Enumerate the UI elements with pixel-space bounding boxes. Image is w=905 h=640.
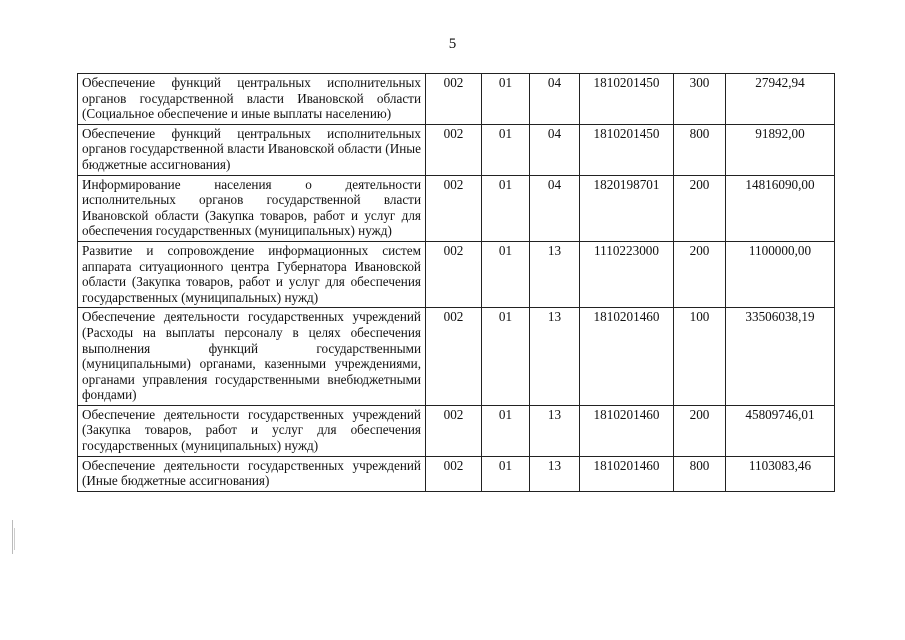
target-article-cell: 1810201460 — [580, 456, 674, 491]
row-name-cell: Обеспечение деятельности государственных учреждений (Расходы на выплаты персоналу в целях обеспечения выполнения функций государственными (муниципальными) органами, казенными учреждениями, органами управления государственными внебюджетными фондами) — [78, 308, 426, 406]
amount-cell: 1100000,00 — [726, 241, 835, 307]
table-row — [78, 405, 835, 456]
expense-type-cell: 200 — [674, 175, 726, 241]
section-code-cell: 01 — [482, 308, 530, 406]
table-row — [78, 456, 835, 491]
subsection-code-cell: 04 — [530, 74, 580, 125]
subsection-code-cell: 04 — [530, 175, 580, 241]
expense-type-cell: 200 — [674, 405, 726, 456]
ministry-code-cell: 002 — [426, 241, 482, 307]
margin-mark — [14, 528, 15, 550]
section-code-cell: 01 — [482, 74, 530, 125]
ministry-code-cell: 002 — [426, 405, 482, 456]
section-code-cell: 01 — [482, 241, 530, 307]
section-code-cell: 01 — [482, 175, 530, 241]
row-name-cell: Обеспечение функций центральных исполнительных органов государственной власти Ивановской области (Социальное обеспечение и иные выплаты населению) — [78, 74, 426, 125]
amount-cell: 45809746,01 — [726, 405, 835, 456]
target-article-cell: 1810201460 — [580, 308, 674, 406]
amount-cell: 91892,00 — [726, 124, 835, 175]
row-name-cell: Обеспечение деятельности государственных учреждений (Иные бюджетные ассигнования) — [78, 456, 426, 491]
target-article-cell: 1810201450 — [580, 74, 674, 125]
table-row — [78, 241, 835, 307]
expense-type-cell: 800 — [674, 124, 726, 175]
ministry-code-cell: 002 — [426, 175, 482, 241]
target-article-cell: 1110223000 — [580, 241, 674, 307]
row-name-cell: Обеспечение деятельности государственных учреждений (Закупка товаров, работ и услуг для обеспечения государственных (муниципальных) нужд) — [78, 405, 426, 456]
ministry-code-cell: 002 — [426, 456, 482, 491]
section-code-cell: 01 — [482, 456, 530, 491]
subsection-code-cell: 04 — [530, 124, 580, 175]
subsection-code-cell: 13 — [530, 456, 580, 491]
target-article-cell: 1820198701 — [580, 175, 674, 241]
amount-cell: 33506038,19 — [726, 308, 835, 406]
target-article-cell: 1810201450 — [580, 124, 674, 175]
subsection-code-cell: 13 — [530, 241, 580, 307]
table-row — [78, 124, 835, 175]
budget-table — [77, 73, 835, 492]
row-name-cell: Обеспечение функций центральных исполнительных органов государственной власти Ивановской области (Иные бюджетные ассигнования) — [78, 124, 426, 175]
target-article-cell: 1810201460 — [580, 405, 674, 456]
page-number: 5 — [448, 36, 457, 52]
expense-type-cell: 300 — [674, 74, 726, 125]
table-row — [78, 175, 835, 241]
expense-type-cell: 100 — [674, 308, 726, 406]
ministry-code-cell: 002 — [426, 124, 482, 175]
subsection-code-cell: 13 — [530, 308, 580, 406]
expense-type-cell: 200 — [674, 241, 726, 307]
expense-type-cell: 800 — [674, 456, 726, 491]
section-code-cell: 01 — [482, 405, 530, 456]
section-code-cell: 01 — [482, 124, 530, 175]
ministry-code-cell: 002 — [426, 308, 482, 406]
amount-cell: 14816090,00 — [726, 175, 835, 241]
row-name-cell: Развитие и сопровождение информационных систем аппарата ситуационного центра Губернатора Ивановской области (Закупка товаров, работ и услуг для обеспечения государственных (муниципальных) нужд) — [78, 241, 426, 307]
subsection-code-cell: 13 — [530, 405, 580, 456]
table-row — [78, 308, 835, 406]
amount-cell: 27942,94 — [726, 74, 835, 125]
amount-cell: 1103083,46 — [726, 456, 835, 491]
table-row — [78, 74, 835, 125]
ministry-code-cell: 002 — [426, 74, 482, 125]
margin-mark — [12, 520, 13, 554]
row-name-cell: Информирование населения о деятельности исполнительных органов государственной власти Ивановской области (Закупка товаров, работ и услуг для обеспечения государственных (муниципальных) нужд) — [78, 175, 426, 241]
